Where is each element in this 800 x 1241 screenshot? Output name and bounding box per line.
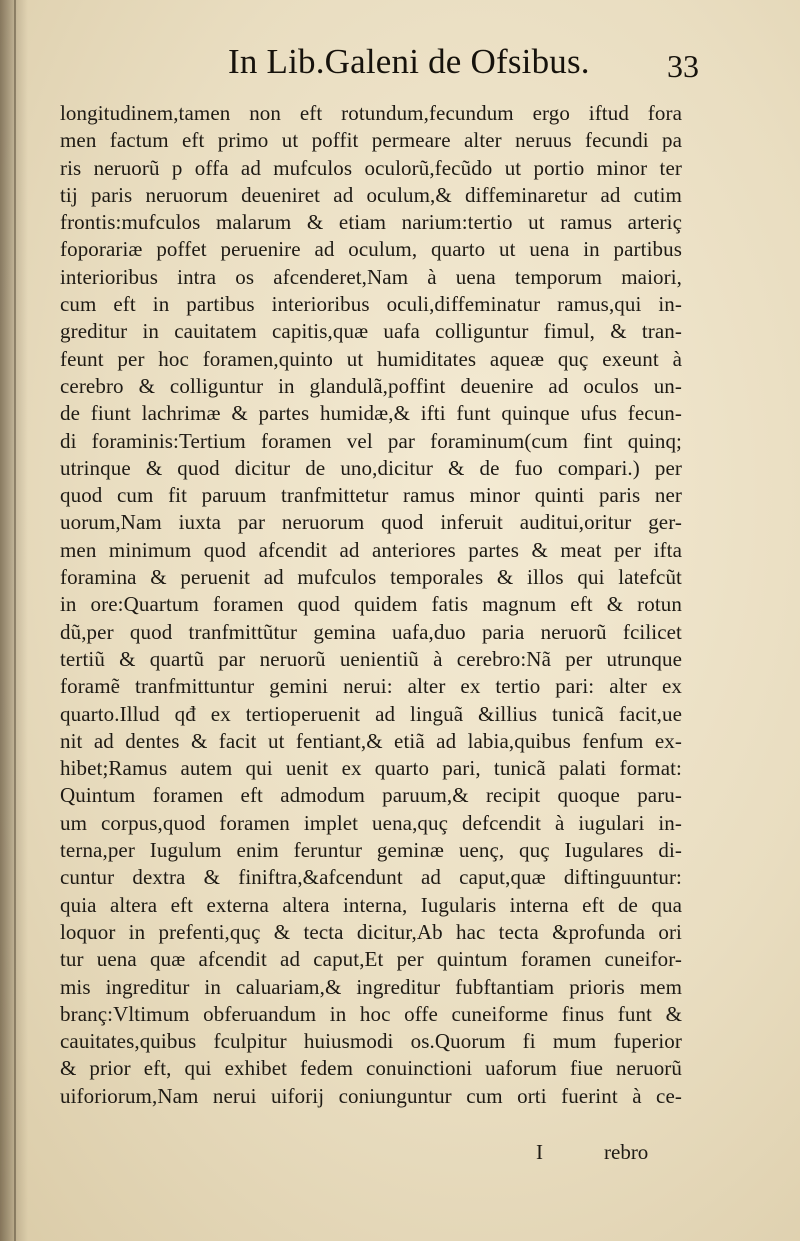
text-line: nit ad dentes & facit ut fentiant,& etiã ad labia,quibus fenfum ex- [60,728,682,753]
page-header [0,42,800,92]
text-line: uiforiorum,Nam nerui uiforij coniunguntur cum orti fuerint à ce- [60,1083,682,1108]
text-line: dũ,per quod tranfmittũtur gemina uafa,duo paria neruorũ fcilicet [60,619,682,644]
text-line: & prior eft, qui exhibet fedem conuinctioni uaforum fiue neruorũ [60,1056,682,1081]
text-line: Quintum foramen eft admodum paruum,& recipit quoque paru- [60,783,682,808]
running-title: In Lib.Galeni de Ofsibus. [228,42,590,81]
text-line: tertiũ & quartũ par neruorũ uenientiũ à cerebro:Nã per utrunque [60,646,682,671]
text-line: cauitates,quibus fculpitur huiusmodi os.Quorum fi mum fuperior [60,1029,682,1054]
text-line: cuntur dextra & finiftra,&afcendunt ad caput,quæ diftinguuntur: [60,865,682,890]
text-line: interioribus intra os afcenderet,Nam à uena temporum maiori, [60,264,682,289]
text-line: ris neruorũ p offa ad mufculos oculorũ,fecũdo ut portio minor ter [60,155,682,180]
text-line: greditur in cauitatem capitis,quæ uafa colliguntur fimul, & tran- [60,319,682,344]
text-line: quod cum fit paruum tranfmittetur ramus minor quinti paris ner [60,483,682,508]
text-line: men factum eft primo ut poffit permeare alter neruus fecundi pa [60,128,682,153]
text-line: foporariæ poffet peruenire ad oculum, quarto ut uena in partibus [60,237,682,262]
text-line: quarto.Illud qđ ex tertioperuenit ad linguã &illius tunicã facit,ue [60,701,682,726]
text-line: uorum,Nam iuxta par neruorum quod inferuit auditui,oritur ger- [60,510,682,535]
body-text [60,100,682,1110]
page-number: 33 [667,48,699,84]
text-line: branç:Vltimum obferuandum in hoc offe cuneiforme finus funt & [60,1001,682,1026]
text-line: quia altera eft externa altera interna, Iugularis interna eft de qua [60,892,682,917]
text-line: men minimum quod afcendit ad anteriores partes & meat per ifta [60,537,682,562]
text-line: utrinque & quod dicitur de uno,dicitur & de fuo compari.) per [60,455,682,480]
catchword: rebro [604,1140,649,1164]
text-line: frontis:mufculos malarum & etiam narium:tertio ut ramus arteriç [60,210,682,235]
text-line: in ore:Quartum foramen quod quidem fatis magnum eft & rotun [60,592,682,617]
text-line: hibet;Ramus autem qui uenit ex quarto pari, tunicã palati format: [60,756,682,781]
text-line: terna,per Iugulum enim feruntur geminæ uenç, quç Iugulares di- [60,838,682,863]
text-line: tij paris neruorum deueniret ad oculum,& diffeminaretur ad cutim [60,182,682,207]
text-line: feunt per hoc foramen,quinto ut humiditates aqueæ quç exeunt à [60,346,682,371]
text-line: loquor in prefenti,quç & tecta dicitur,Ab hac tecta &profunda ori [60,919,682,944]
text-line: tur uena quæ afcendit ad caput,Et per quintum foramen cuneifor- [60,947,682,972]
text-line: de fiunt lachrimæ & partes humidæ,& ifti funt quinque ufus fecun- [60,401,682,426]
text-line: mis ingreditur in caluariam,& ingreditur fubftantiam prioris mem [60,974,682,999]
text-line: foramina & peruenit ad mufculos temporales & illos qui latefcũt [60,565,682,590]
text-line: cerebro & colliguntur in glandulã,poffint deuenire ad oculos un- [60,373,682,398]
page-edge [14,0,16,1241]
text-line: um corpus,quod foramen implet uena,quç defcendit à iugulari in- [60,810,682,835]
text-line: di foraminis:Tertium foramen vel par foraminum(cum fint quinq; [60,428,682,453]
signature-mark: I [536,1140,543,1164]
page-footer [60,1140,682,1170]
text-line: longitudinem,tamen non eft rotundum,fecundum ergo iftud fora [60,101,682,125]
text-line: cum eft in partibus interioribus oculi,diffeminatur ramus,qui in- [60,292,682,317]
text-line: foramẽ tranfmittuntur gemini nerui: alter ex tertio pari: alter ex [60,674,682,699]
